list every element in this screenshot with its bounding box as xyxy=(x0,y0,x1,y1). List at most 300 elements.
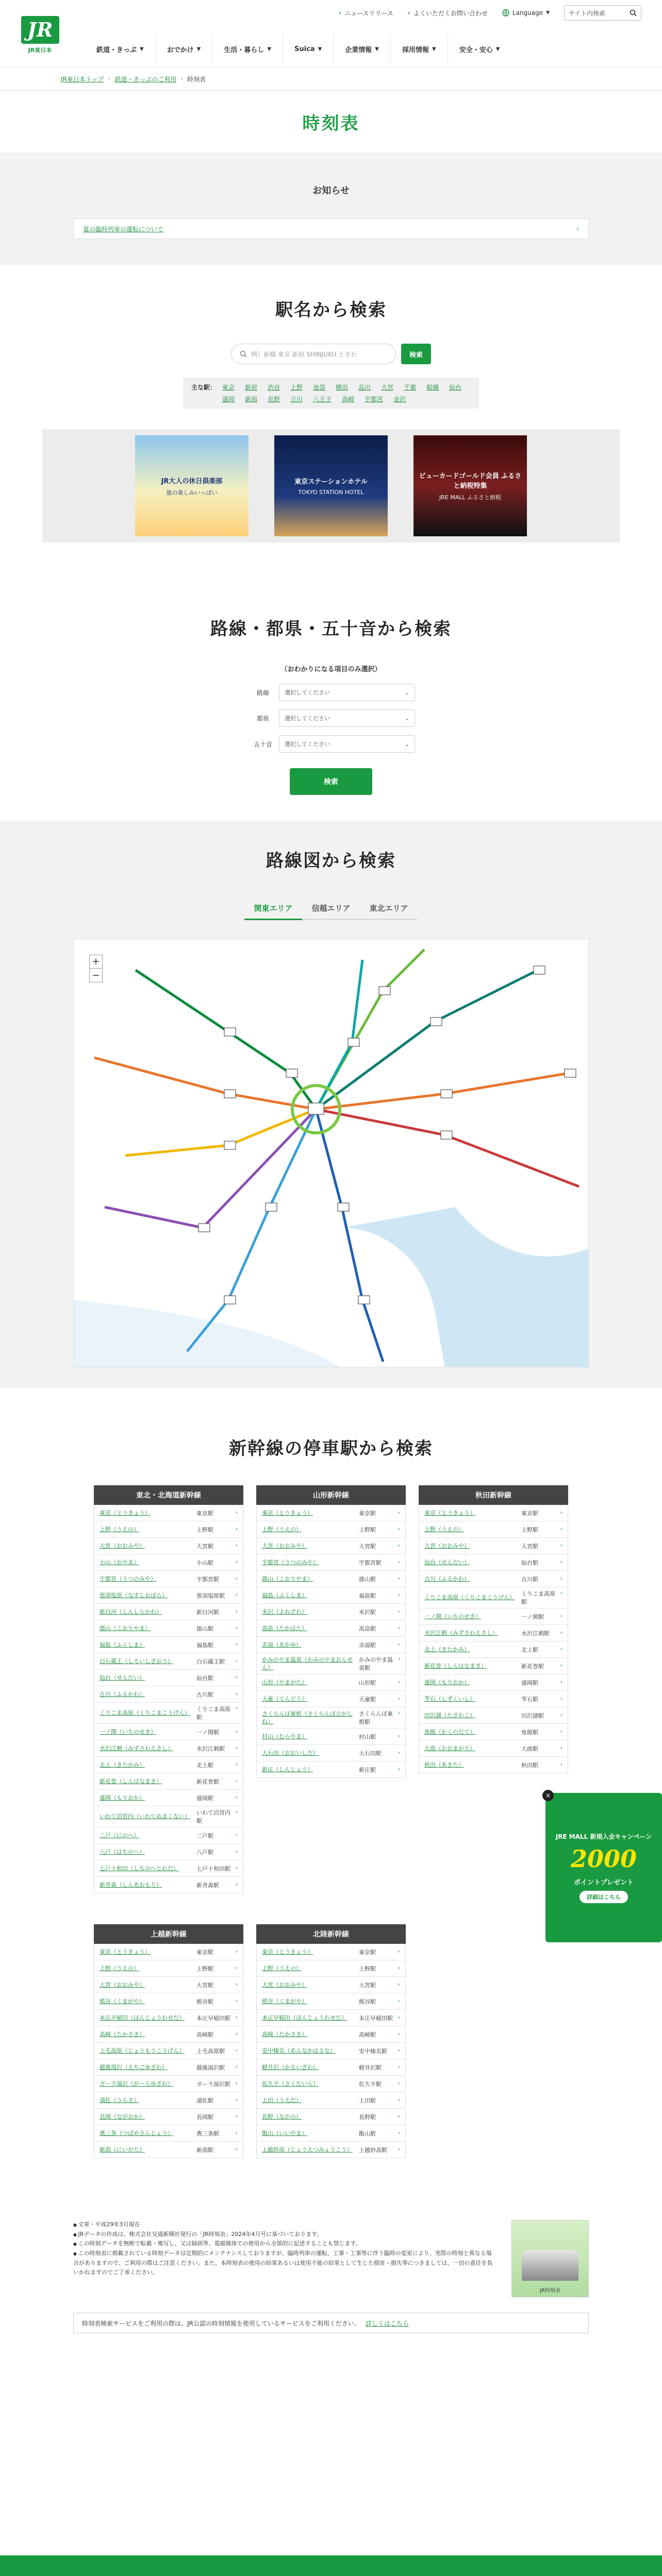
station-row[interactable] xyxy=(257,2142,405,2158)
banner-otona-no-kyujitsu[interactable] xyxy=(135,435,249,536)
station-name-link[interactable]: 高畠（たかはた） xyxy=(262,1624,307,1632)
station-row[interactable] xyxy=(257,1761,405,1778)
station-timetable-link[interactable] xyxy=(521,1728,562,1736)
station-timetable-link[interactable] xyxy=(521,1629,562,1637)
station-timetable-link[interactable] xyxy=(359,1575,400,1583)
station-row[interactable] xyxy=(419,1691,568,1707)
station-row[interactable] xyxy=(257,1604,405,1620)
station-timetable-link[interactable] xyxy=(359,1695,400,1703)
station-name-link[interactable]: 大宮（おおみや） xyxy=(424,1542,470,1549)
station-row[interactable] xyxy=(94,1604,243,1620)
station-row[interactable] xyxy=(94,1993,243,2010)
station-timetable-link[interactable] xyxy=(196,1526,238,1534)
station-timetable-link[interactable] xyxy=(196,2080,238,2088)
station-row[interactable] xyxy=(257,1521,405,1538)
notice-link[interactable]: 夏の臨時列車の運転について xyxy=(83,225,163,233)
station-name-link[interactable]: 仙台（せんだい） xyxy=(424,1558,470,1566)
popular-station-link[interactable]: 八王子 xyxy=(313,396,332,403)
station-name-link[interactable]: 東京（とうきょう） xyxy=(100,1948,151,1955)
station-name-link[interactable]: 上田（うえだ） xyxy=(262,2096,302,2104)
popular-station-link[interactable]: 東京 xyxy=(222,384,235,391)
station-name-link[interactable]: いわて沼宮内（いわてぬまくない） xyxy=(100,1813,190,1820)
station-timetable-link[interactable] xyxy=(196,2063,238,2072)
station-search-input[interactable] xyxy=(231,344,396,364)
station-timetable-link[interactable] xyxy=(359,1964,400,1973)
station-timetable-link[interactable] xyxy=(521,1711,562,1720)
station-name-link[interactable]: 那須塩原（なすしおばら） xyxy=(100,1591,168,1599)
station-row[interactable] xyxy=(257,1707,405,1728)
popular-station-link[interactable]: 新宿 xyxy=(245,384,258,391)
station-timetable-link[interactable] xyxy=(196,1705,238,1721)
station-row[interactable] xyxy=(94,1620,243,1637)
station-timetable-link[interactable] xyxy=(521,1662,562,1670)
station-timetable-link[interactable] xyxy=(359,1655,400,1672)
station-timetable-link[interactable] xyxy=(359,1709,400,1726)
station-row[interactable] xyxy=(419,1724,568,1740)
station-row[interactable] xyxy=(94,1637,243,1653)
station-row[interactable] xyxy=(257,2059,405,2076)
popular-station-link[interactable]: 横浜 xyxy=(336,384,349,391)
station-row[interactable] xyxy=(257,1977,405,1993)
station-name-link[interactable]: 本庄早稲田（ほんじょうわせだ） xyxy=(100,2014,185,2021)
tab-tohoku[interactable]: 東北エリア xyxy=(360,903,418,920)
popular-station-link[interactable]: 仙台 xyxy=(449,384,462,391)
station-timetable-link[interactable] xyxy=(196,1881,238,1889)
route-map[interactable] xyxy=(73,939,589,1367)
station-row[interactable] xyxy=(419,1587,568,1608)
station-timetable-link[interactable] xyxy=(196,1575,238,1583)
station-name-link[interactable]: 安中榛名（あんなかはるな） xyxy=(262,2047,336,2054)
station-timetable-link[interactable] xyxy=(359,2014,400,2022)
station-name-link[interactable]: 盛岡（もりおか） xyxy=(424,1679,470,1686)
station-row[interactable] xyxy=(94,2010,243,2026)
station-timetable-link[interactable] xyxy=(359,1608,400,1616)
nav-item-safety[interactable] xyxy=(448,33,511,64)
station-search-button[interactable]: 検索 xyxy=(401,344,431,364)
station-timetable-link[interactable] xyxy=(359,1558,400,1567)
station-row[interactable] xyxy=(94,1827,243,1844)
station-row[interactable] xyxy=(257,2043,405,2059)
station-name-link[interactable]: 小山（おやま） xyxy=(100,1558,139,1566)
station-name-link[interactable]: 佐久平（さくだいら） xyxy=(262,2080,319,2087)
station-name-link[interactable]: 古川（ふるかわ） xyxy=(424,1575,470,1582)
station-row[interactable] xyxy=(257,1538,405,1554)
station-row[interactable] xyxy=(94,1773,243,1790)
station-timetable-link[interactable] xyxy=(196,1794,238,1802)
promo-cta-button[interactable]: 詳細はこちら xyxy=(580,1891,628,1903)
close-icon[interactable]: × xyxy=(542,1790,554,1801)
utility-link-faq[interactable] xyxy=(408,9,488,18)
station-row[interactable] xyxy=(257,1620,405,1637)
station-timetable-link[interactable] xyxy=(196,1674,238,1682)
station-timetable-link[interactable] xyxy=(359,2080,400,2088)
station-row[interactable] xyxy=(94,1670,243,1686)
station-timetable-link[interactable] xyxy=(196,1608,238,1616)
station-name-link[interactable]: 白石蔵王（しろいしざおう） xyxy=(100,1657,173,1665)
station-timetable-link[interactable] xyxy=(196,1997,238,2006)
station-name-link[interactable]: 古川（ふるかわ） xyxy=(100,1690,145,1698)
station-timetable-link[interactable] xyxy=(196,1865,238,1873)
station-name-link[interactable]: 仙台（せんだい） xyxy=(100,1674,145,1681)
station-name-link[interactable]: 上野（うえの） xyxy=(262,1964,302,1972)
prefecture-select[interactable] xyxy=(279,709,415,727)
popular-station-link[interactable]: 渋谷 xyxy=(268,384,280,391)
station-name-link[interactable]: 田沢湖（たざわこ） xyxy=(424,1711,475,1719)
station-row[interactable] xyxy=(94,2059,243,2076)
station-name-link[interactable]: 八戸（はちのへ） xyxy=(100,1848,145,1855)
station-timetable-link[interactable] xyxy=(196,2113,238,2121)
station-name-link[interactable]: 大宮（おおみや） xyxy=(262,1981,307,1988)
station-timetable-link[interactable] xyxy=(359,2113,400,2121)
station-row[interactable] xyxy=(257,1637,405,1653)
station-timetable-link[interactable] xyxy=(196,1542,238,1550)
station-timetable-link[interactable] xyxy=(196,1761,238,1769)
station-timetable-link[interactable] xyxy=(521,1613,562,1621)
station-name-link[interactable]: 郡山（こおりやま） xyxy=(100,1624,151,1632)
station-row[interactable] xyxy=(94,1960,243,1977)
station-row[interactable] xyxy=(94,2092,243,2109)
station-name-link[interactable]: かみのやま温泉（かみのやまおんせん） xyxy=(262,1656,353,1671)
station-row[interactable] xyxy=(257,2010,405,2026)
nav-item-corporate[interactable] xyxy=(334,33,391,64)
station-row[interactable] xyxy=(257,1505,405,1521)
station-row[interactable] xyxy=(94,2142,243,2158)
popular-station-link[interactable]: 宇都宮 xyxy=(365,396,384,403)
station-name-link[interactable]: 一ノ関（いちのせき） xyxy=(100,1728,156,1735)
station-row[interactable] xyxy=(94,1538,243,1554)
station-name-link[interactable]: 一ノ関（いちのせき） xyxy=(424,1613,481,1620)
station-name-link[interactable]: さくらんぼ東根（さくらんぼひがしね） xyxy=(262,1710,353,1725)
station-row[interactable] xyxy=(94,1505,243,1521)
popular-station-link[interactable]: 品川 xyxy=(358,384,371,391)
station-row[interactable] xyxy=(257,1993,405,2010)
station-name-link[interactable]: 新白河（しんしらかわ） xyxy=(100,1608,162,1615)
banner-station-hotel[interactable] xyxy=(274,435,388,536)
station-timetable-link[interactable] xyxy=(196,1744,238,1753)
station-timetable-link[interactable] xyxy=(521,1761,562,1769)
station-row[interactable] xyxy=(94,1860,243,1877)
station-timetable-link[interactable] xyxy=(196,1591,238,1600)
station-timetable-link[interactable] xyxy=(359,2129,400,2138)
station-timetable-link[interactable] xyxy=(196,1558,238,1567)
station-row[interactable] xyxy=(94,1757,243,1773)
station-timetable-link[interactable] xyxy=(521,1509,562,1517)
station-row[interactable] xyxy=(257,2092,405,2109)
station-name-link[interactable]: 燕三条（つばめさんじょう） xyxy=(100,2129,173,2137)
popular-station-link[interactable]: 上野 xyxy=(290,384,303,391)
line-select[interactable] xyxy=(279,684,415,701)
search-icon[interactable] xyxy=(630,9,637,16)
station-timetable-link[interactable] xyxy=(359,1591,400,1600)
station-name-link[interactable]: 軽井沢（かるいざわ） xyxy=(262,2063,319,2071)
station-timetable-link[interactable] xyxy=(359,1542,400,1550)
station-name-link[interactable]: 盛岡（もりおか） xyxy=(100,1794,145,1801)
station-timetable-link[interactable] xyxy=(359,1509,400,1517)
station-name-link[interactable]: 東京（とうきょう） xyxy=(262,1509,313,1516)
station-timetable-link[interactable] xyxy=(196,1777,238,1786)
affiliate-link[interactable]: 詳しくはこちら xyxy=(365,2319,409,2327)
station-row[interactable] xyxy=(94,2109,243,2125)
station-row[interactable] xyxy=(419,1625,568,1641)
station-name-link[interactable]: 七戸十和田（しちのへとわだ） xyxy=(100,1865,179,1872)
popular-station-link[interactable]: 立川 xyxy=(290,396,303,403)
station-name-link[interactable]: 新潟（にいがた） xyxy=(100,2146,145,2153)
station-name-link[interactable]: くりこま高原（くりこまこうげん） xyxy=(424,1594,515,1601)
station-row[interactable] xyxy=(419,1554,568,1571)
station-name-link[interactable]: 上野（うえの） xyxy=(100,1526,139,1533)
station-timetable-link[interactable] xyxy=(521,1695,562,1703)
station-name-link[interactable]: 福島（ふくしま） xyxy=(262,1591,307,1599)
station-timetable-link[interactable] xyxy=(196,1624,238,1633)
station-row[interactable] xyxy=(257,2125,405,2142)
station-name-link[interactable]: 角館（かくのだて） xyxy=(424,1728,475,1735)
popular-station-link[interactable]: 長野 xyxy=(268,396,280,403)
kana-select[interactable] xyxy=(279,735,415,753)
nav-item-railway[interactable] xyxy=(85,33,156,64)
station-row[interactable] xyxy=(257,2109,405,2125)
station-timetable-link[interactable] xyxy=(196,1948,238,1956)
nav-item-odekake[interactable] xyxy=(156,33,213,64)
station-timetable-link[interactable] xyxy=(359,2047,400,2055)
nav-item-life[interactable] xyxy=(212,33,283,64)
station-timetable-link[interactable] xyxy=(359,1997,400,2006)
station-row[interactable] xyxy=(257,1745,405,1761)
station-row[interactable] xyxy=(94,1703,243,1724)
station-name-link[interactable]: 越後湯沢（えちごゆざわ） xyxy=(100,2063,168,2071)
station-row[interactable] xyxy=(94,1877,243,1893)
popular-station-link[interactable]: 盛岡 xyxy=(222,396,235,403)
station-timetable-link[interactable] xyxy=(521,1646,562,1654)
station-row[interactable] xyxy=(94,1844,243,1860)
station-name-link[interactable]: 郡山（こおりやま） xyxy=(262,1575,313,1582)
station-row[interactable] xyxy=(94,1790,243,1806)
station-timetable-link[interactable] xyxy=(359,2146,400,2154)
side-promo-banner[interactable] xyxy=(545,1793,662,1942)
station-timetable-link[interactable] xyxy=(359,1679,400,1687)
station-name-link[interactable]: 東京（とうきょう） xyxy=(262,1948,313,1955)
station-timetable-link[interactable] xyxy=(196,2014,238,2022)
station-row[interactable] xyxy=(257,1960,405,1977)
line-search-button[interactable]: 検索 xyxy=(290,768,372,795)
station-name-link[interactable]: 赤湯（あかゆ） xyxy=(262,1641,302,1648)
popular-station-link[interactable]: 千葉 xyxy=(404,384,417,391)
site-search-input[interactable] xyxy=(564,5,641,21)
station-name-link[interactable]: 東京（とうきょう） xyxy=(424,1509,475,1516)
station-row[interactable] xyxy=(94,1806,243,1827)
station-timetable-link[interactable] xyxy=(196,1808,238,1825)
station-name-link[interactable]: 米沢（よねざわ） xyxy=(262,1608,307,1615)
station-row[interactable] xyxy=(94,1653,243,1670)
jr-timetable-book-image[interactable] xyxy=(511,2220,589,2297)
station-timetable-link[interactable] xyxy=(196,2129,238,2138)
station-timetable-link[interactable] xyxy=(196,1657,238,1666)
station-name-link[interactable]: 大曲（おおまがり） xyxy=(424,1744,475,1752)
station-timetable-link[interactable] xyxy=(359,1624,400,1633)
station-row[interactable] xyxy=(419,1707,568,1724)
station-name-link[interactable]: 水沢江刺（みずさわえさし） xyxy=(424,1629,498,1636)
station-name-link[interactable]: 北上（きたかみ） xyxy=(424,1646,470,1653)
popular-station-link[interactable]: 金沢 xyxy=(393,396,406,403)
tab-shinetsu[interactable]: 信越エリア xyxy=(302,903,360,920)
popular-station-link[interactable]: 高崎 xyxy=(342,396,355,403)
station-row[interactable] xyxy=(419,1757,568,1773)
station-row[interactable] xyxy=(419,1674,568,1691)
station-name-link[interactable]: 高崎（たかさき） xyxy=(100,2030,145,2038)
station-timetable-link[interactable] xyxy=(196,1728,238,1736)
station-name-link[interactable]: 大宮（おおみや） xyxy=(262,1542,307,1549)
station-row[interactable] xyxy=(257,1571,405,1587)
language-button[interactable] xyxy=(502,9,550,16)
station-row[interactable] xyxy=(419,1641,568,1658)
station-name-link[interactable]: 上野（うえの） xyxy=(424,1526,464,1533)
station-timetable-link[interactable] xyxy=(196,2096,238,2105)
station-timetable-link[interactable] xyxy=(521,1575,562,1583)
notice-item[interactable] xyxy=(73,218,589,239)
station-timetable-link[interactable] xyxy=(196,2146,238,2154)
station-name-link[interactable]: 水沢江刺（みずさわえさし） xyxy=(100,1744,173,1752)
nav-item-suica[interactable] xyxy=(283,33,334,64)
station-timetable-link[interactable] xyxy=(359,2063,400,2072)
station-timetable-link[interactable] xyxy=(359,1948,400,1956)
station-name-link[interactable]: 長岡（ながおか） xyxy=(100,2113,145,2120)
station-row[interactable] xyxy=(257,1554,405,1571)
station-row[interactable] xyxy=(94,2076,243,2092)
station-timetable-link[interactable] xyxy=(196,1848,238,1856)
station-timetable-link[interactable] xyxy=(359,1641,400,1649)
station-name-link[interactable]: 上越妙高（じょうえつみょうこう） xyxy=(262,2146,353,2153)
station-row[interactable] xyxy=(94,1521,243,1538)
station-timetable-link[interactable] xyxy=(521,1744,562,1753)
station-row[interactable] xyxy=(94,1587,243,1604)
station-name-link[interactable]: 天童（てんどう） xyxy=(262,1695,307,1702)
station-row[interactable] xyxy=(94,1571,243,1587)
station-name-link[interactable]: 宇都宮（うつのみや） xyxy=(262,1558,319,1566)
station-timetable-link[interactable] xyxy=(196,1832,238,1840)
station-row[interactable] xyxy=(419,1505,568,1521)
station-timetable-link[interactable] xyxy=(196,2047,238,2055)
station-timetable-link[interactable] xyxy=(521,1679,562,1687)
station-name-link[interactable]: 大石田（おおいしだ） xyxy=(262,1749,319,1756)
station-name-link[interactable]: 宇都宮（うつのみや） xyxy=(100,1575,156,1582)
station-timetable-link[interactable] xyxy=(196,1641,238,1649)
station-timetable-link[interactable] xyxy=(359,2030,400,2039)
station-name-link[interactable]: 長野（ながの） xyxy=(262,2113,302,2120)
station-timetable-link[interactable] xyxy=(359,2096,400,2105)
station-row[interactable] xyxy=(257,1944,405,1960)
station-name-link[interactable]: 秋田（あきた） xyxy=(424,1761,464,1768)
station-timetable-link[interactable] xyxy=(521,1542,562,1550)
station-name-link[interactable]: 上野（うえの） xyxy=(100,1964,139,1972)
station-row[interactable] xyxy=(419,1740,568,1757)
station-timetable-link[interactable] xyxy=(359,1766,400,1774)
station-name-link[interactable]: 飯山（いいやま） xyxy=(262,2129,307,2137)
station-row[interactable] xyxy=(257,1691,405,1707)
station-timetable-link[interactable] xyxy=(521,1589,562,1606)
station-row[interactable] xyxy=(257,1674,405,1691)
station-name-link[interactable]: 熊谷（くまがや） xyxy=(262,1997,307,2005)
station-row[interactable] xyxy=(94,2026,243,2043)
station-name-link[interactable]: 熊谷（くまがや） xyxy=(100,1997,145,2005)
station-row[interactable] xyxy=(94,1944,243,1960)
zoom-in-button[interactable]: + xyxy=(90,955,102,969)
station-timetable-link[interactable] xyxy=(196,1690,238,1699)
zoom-out-button[interactable]: − xyxy=(92,970,100,981)
station-name-link[interactable]: 上野（うえの） xyxy=(262,1526,302,1533)
station-name-link[interactable]: くりこま高原（くりこまこうげん） xyxy=(100,1709,190,1717)
station-name-link[interactable]: 二戸（にのへ） xyxy=(100,1832,139,1839)
popular-station-link[interactable]: 大宮 xyxy=(381,384,394,391)
station-row[interactable] xyxy=(257,1728,405,1745)
station-row[interactable] xyxy=(419,1521,568,1538)
station-timetable-link[interactable] xyxy=(359,1749,400,1757)
station-name-link[interactable]: 浦佐（うらさ） xyxy=(100,2096,139,2104)
station-row[interactable] xyxy=(94,1740,243,1757)
station-row[interactable] xyxy=(257,2026,405,2043)
station-row[interactable] xyxy=(419,1608,568,1625)
nav-item-recruit[interactable] xyxy=(391,33,448,64)
station-row[interactable] xyxy=(257,1587,405,1604)
station-name-link[interactable]: 福島（ふくしま） xyxy=(100,1641,145,1648)
station-row[interactable] xyxy=(94,2043,243,2059)
station-row[interactable] xyxy=(94,1554,243,1571)
station-row[interactable] xyxy=(419,1538,568,1554)
station-row[interactable] xyxy=(257,1653,405,1674)
station-timetable-link[interactable] xyxy=(196,2030,238,2039)
station-row[interactable] xyxy=(419,1658,568,1674)
station-timetable-link[interactable] xyxy=(359,1526,400,1534)
popular-station-link[interactable]: 新潟 xyxy=(245,396,258,403)
station-name-link[interactable]: 北上（きたかみ） xyxy=(100,1761,145,1768)
station-timetable-link[interactable] xyxy=(521,1558,562,1567)
station-name-link[interactable]: ガーラ湯沢（が〜らゆざわ） xyxy=(100,2080,173,2087)
station-row[interactable] xyxy=(257,2076,405,2092)
station-name-link[interactable]: 本庄早稲田（ほんじょうわせだ） xyxy=(262,2014,347,2021)
jr-east-logo[interactable] xyxy=(15,10,64,59)
station-name-link[interactable]: 大宮（おおみや） xyxy=(100,1981,145,1988)
station-timetable-link[interactable] xyxy=(196,1981,238,1989)
station-row[interactable] xyxy=(419,1571,568,1587)
station-timetable-link[interactable] xyxy=(359,1733,400,1741)
station-row[interactable] xyxy=(94,1724,243,1740)
station-name-link[interactable]: 高崎（たかさき） xyxy=(262,2030,307,2038)
utility-link-news[interactable] xyxy=(339,9,393,18)
station-name-link[interactable]: 村山（むらやま） xyxy=(262,1733,307,1740)
footer xyxy=(0,2555,662,2576)
station-timetable-link[interactable] xyxy=(521,1526,562,1534)
station-row[interactable] xyxy=(94,1977,243,1993)
popular-station-link[interactable]: 船橋 xyxy=(426,384,439,391)
station-timetable-link[interactable] xyxy=(196,1509,238,1517)
station-name-link[interactable]: 大宮（おおみや） xyxy=(100,1542,145,1549)
station-row[interactable] xyxy=(94,2125,243,2142)
popular-station-link[interactable]: 池袋 xyxy=(313,384,326,391)
breadcrumb-link-railway[interactable]: 鉄道・きっぷのご利用 xyxy=(114,75,177,83)
station-name-link[interactable]: 山形（やまがた） xyxy=(262,1679,307,1686)
station-timetable-link[interactable] xyxy=(359,1981,400,1989)
breadcrumb-link-top[interactable]: JR東日本トップ xyxy=(61,75,104,83)
station-name-link[interactable]: 上毛高原（じょうもうこうげん） xyxy=(100,2047,185,2054)
station-name-link[interactable]: 雫石（しずくいし） xyxy=(424,1695,475,1702)
station-row[interactable] xyxy=(94,1686,243,1703)
station-name-link[interactable]: 東京（とうきょう） xyxy=(100,1509,151,1516)
station-name-link[interactable]: 新花巻（しんはなまき） xyxy=(424,1662,487,1669)
station-name-link[interactable]: 新花巻（しんはなまき） xyxy=(100,1777,162,1785)
station-timetable-link[interactable] xyxy=(196,1964,238,1973)
banner-furusato-nozei[interactable] xyxy=(413,435,527,536)
tab-kanto[interactable]: 関東エリア xyxy=(244,903,302,920)
station-name-link[interactable]: 新庄（しんじょう） xyxy=(262,1766,313,1773)
station-name-link[interactable]: 新青森（しんあおもり） xyxy=(100,1881,162,1888)
